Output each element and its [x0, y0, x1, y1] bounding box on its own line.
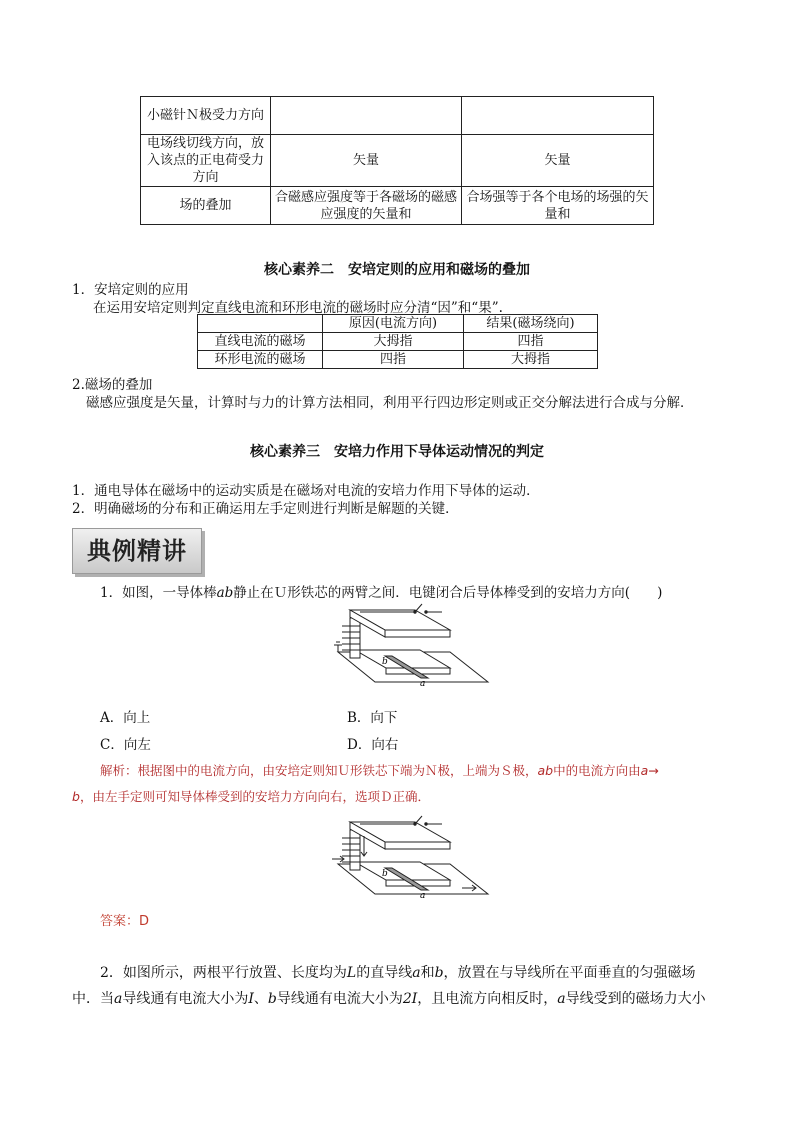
table-cell: 合场强等于各个电场的场强的矢量和: [462, 187, 654, 225]
table-cell: 大拇指: [464, 351, 598, 369]
q2-text: 、: [253, 991, 268, 1007]
table-cell: 直线电流的磁场: [198, 333, 323, 351]
table-cell: 四指: [323, 351, 464, 369]
table-cell: [462, 97, 654, 135]
table-header-row: [198, 315, 598, 333]
q2-text: 和: [420, 965, 435, 981]
question-stem: [100, 581, 662, 601]
table-cell: 合磁感应强度等于各磁场的磁感应强度的矢量和: [271, 187, 462, 225]
q2-var: I: [248, 991, 254, 1007]
analysis-var: a→: [640, 763, 659, 778]
table-row: [141, 135, 654, 187]
label-a: a: [420, 679, 426, 689]
comparison-table: [140, 96, 654, 225]
table-cell: 结果(磁场绕向): [464, 315, 598, 333]
stem-text: 静止在Ｕ形铁芯的两臂之间．电键闭合后导体棒受到的安培力方向( ): [233, 585, 663, 601]
analysis-text: 解析：根据图中的电流方向，由安培定则知Ｕ形铁芯下端为Ｎ极，上端为Ｓ极，: [100, 763, 538, 778]
q2-var: b: [267, 991, 277, 1007]
q2-var: 2I: [402, 991, 418, 1007]
label-b: b: [382, 869, 388, 879]
table-cell: 矢量: [462, 135, 654, 187]
table-cell: 场的叠加: [141, 187, 271, 225]
table-cell: [198, 315, 323, 333]
analysis-var: b: [72, 789, 80, 804]
table-cell: 原因(电流方向): [323, 315, 464, 333]
q2-text: 导线受到的磁场力大小: [565, 991, 706, 1007]
q2-text: 导线通有电流大小为: [122, 991, 249, 1007]
q2-var: b: [434, 965, 444, 981]
analysis-text: ，由左手定则可知导体棒受到的安培力方向向右，选项Ｄ正确．: [79, 789, 430, 804]
q2-line-1: [100, 962, 696, 982]
item-title: 1．安培定则的应用: [72, 282, 189, 298]
analysis-var: ab: [537, 763, 554, 778]
table-cell: [271, 97, 462, 135]
item-title: 2.磁场的叠加: [72, 377, 153, 393]
item-text: 磁感应强度是矢量，计算时与力的计算方法相同，利用平行四边形定则或正交分解法进行合成与分解．: [86, 395, 694, 411]
table-row: [141, 187, 654, 225]
item-text: 2．明确磁场的分布和正确运用左手定则进行判断是解题的关键．: [72, 501, 459, 517]
table-cell: 电场线切线方向，放入该点的正电荷受力方向: [141, 135, 271, 187]
table-cell: 环形电流的磁场: [198, 351, 323, 369]
q2-line-2: [72, 988, 706, 1008]
label-a: a: [420, 891, 426, 901]
answer: 答案：D: [100, 914, 150, 929]
q2-var: L: [346, 965, 357, 981]
q2-var: a: [114, 991, 123, 1007]
table-cell: 大拇指: [323, 333, 464, 351]
table-cell: 小磁针Ｎ极受力方向: [141, 97, 271, 135]
ampere-rule-table: [197, 314, 598, 369]
q2-text: 中．当: [72, 991, 114, 1007]
u-core-figure-annotated: [330, 812, 495, 907]
q2-text: 导线通有电流大小为: [276, 991, 403, 1007]
option-a[interactable]: A．向上: [100, 710, 151, 726]
option-c[interactable]: C．向左: [100, 737, 151, 753]
q2-text: ，放置在与导线所在平面垂直的匀强磁场: [443, 965, 696, 981]
table-cell: 四指: [464, 333, 598, 351]
q2-var: a: [557, 991, 566, 1007]
q2-text: ，且电流方向相反时，: [417, 991, 558, 1007]
item-text: 1．通电导体在磁场中的运动实质是在磁场对电流的安培力作用下导体的运动．: [72, 483, 540, 499]
label-b: b: [382, 657, 388, 667]
section-heading: 核心素养三 安培力作用下导体运动情况的判定: [250, 444, 544, 460]
stem-var: ab: [216, 585, 234, 601]
q2-text: 2．如图所示，两根平行放置、长度均为: [100, 965, 347, 981]
table-cell: 矢量: [271, 135, 462, 187]
table-row: [198, 333, 598, 351]
q2-text: 的直导线: [356, 965, 413, 981]
analysis-text: 中的电流方向由: [553, 763, 641, 778]
analysis-line-1: [100, 761, 659, 779]
table-row: [198, 351, 598, 369]
section-heading: 核心素养二 安培定则的应用和磁场的叠加: [264, 262, 530, 278]
examples-badge: 典例精讲: [72, 528, 202, 574]
u-core-figure: [330, 600, 495, 695]
q2-var: a: [412, 965, 421, 981]
option-d[interactable]: D．向右: [347, 737, 399, 753]
option-b[interactable]: B．向下: [347, 710, 398, 726]
item-text: 在运用安培定则判定直线电流和环形电流的磁场时应分清“因”和“果”.: [93, 300, 503, 316]
analysis-line-2: [72, 787, 430, 805]
stem-text: 1．如图，一导体棒: [100, 585, 217, 601]
table-row: [141, 97, 654, 135]
